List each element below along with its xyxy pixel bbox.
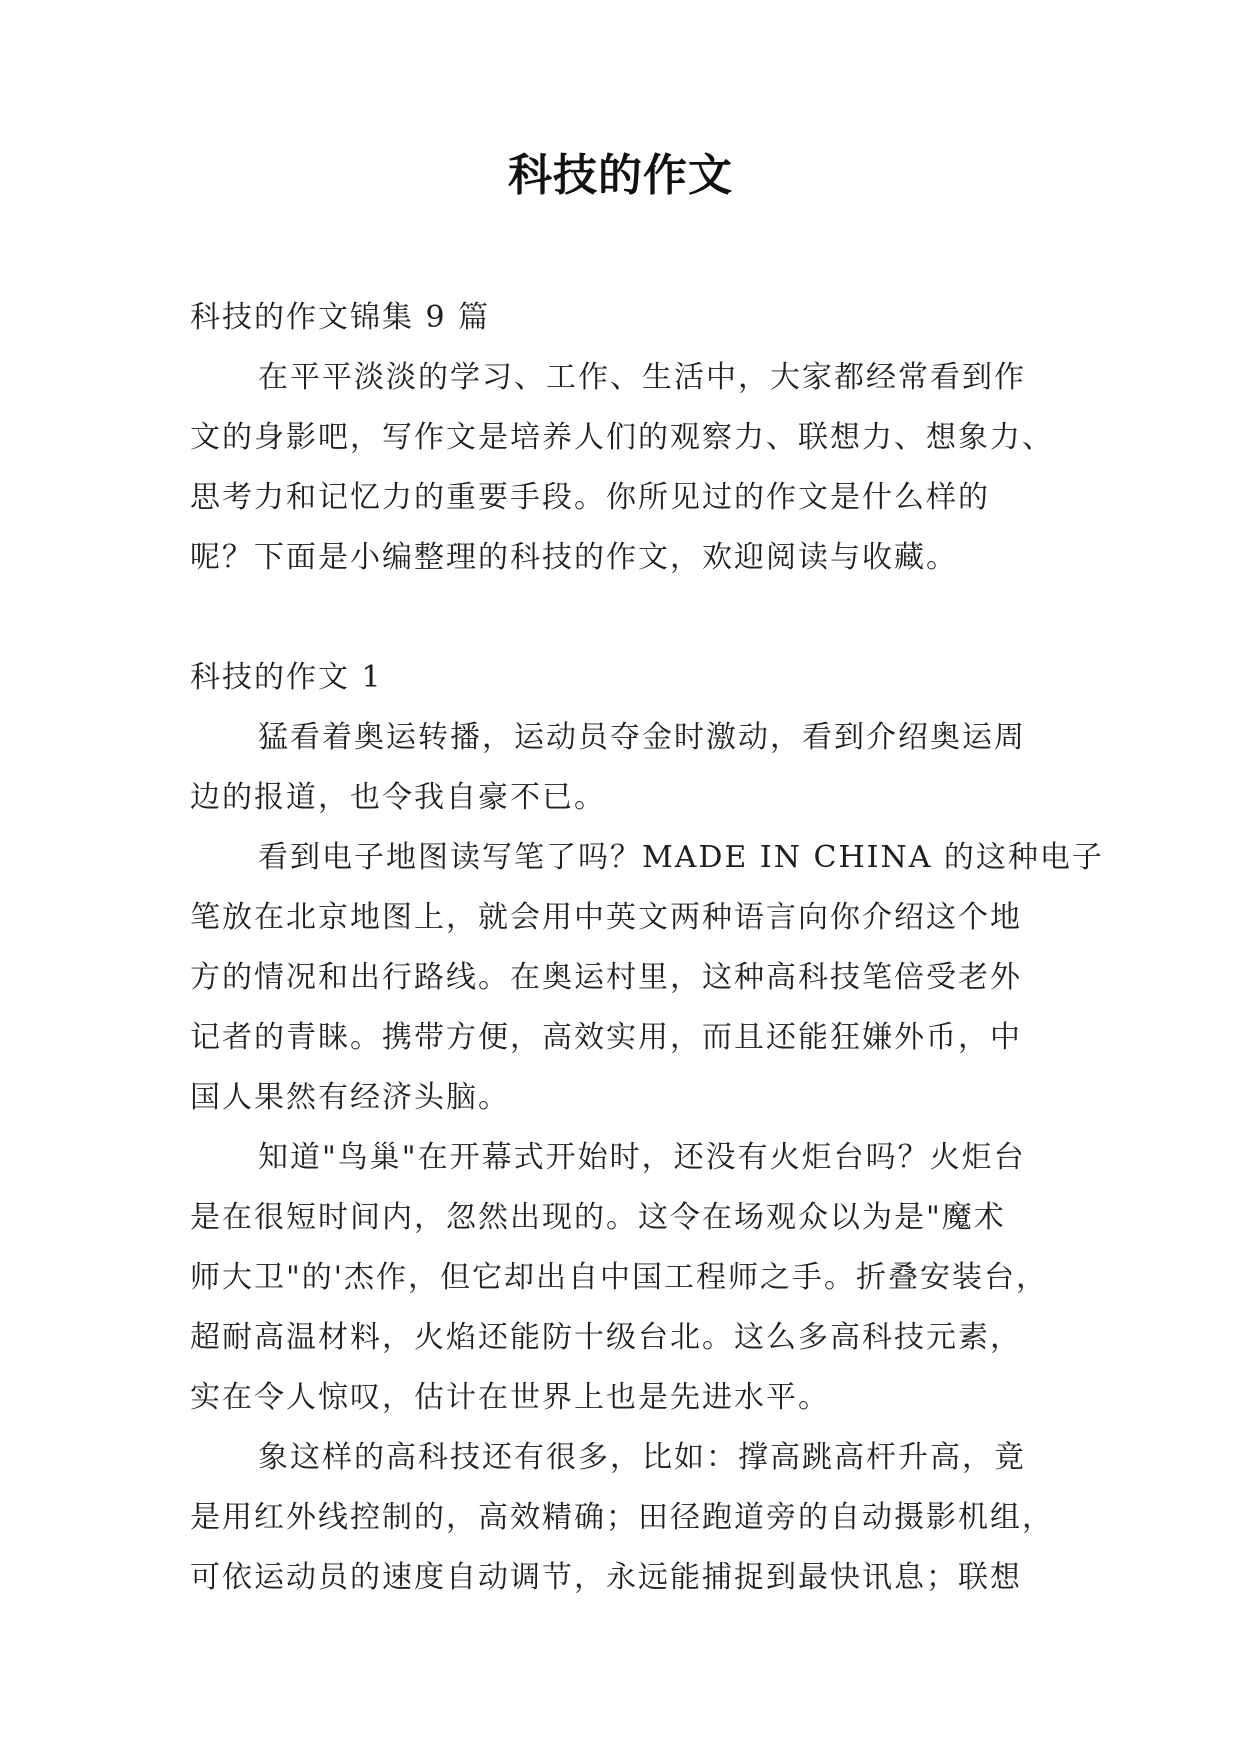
paragraph-4 [190, 1428, 1070, 1608]
document-body [190, 288, 1104, 1608]
paragraph-spacer [190, 588, 1070, 648]
paragraph-line: 笔放在北京地图上，就会用中英文两种语言向你介绍这个地 [190, 900, 1022, 935]
paragraph-line: 国人果然有经济头脑。 [190, 1080, 510, 1115]
paragraph-line: 实在令人惊叹，估计在世界上也是先进水平。 [190, 1380, 830, 1415]
paragraph-line: 方的情况和出行路线。在奥运村里，这种高科技笔倍受老外 [190, 960, 1022, 995]
document-subtitle: 科技的作文锦集 9 篇 [190, 300, 491, 335]
paragraph-2 [190, 828, 1104, 1128]
paragraph-line: 猛看着奥运转播，运动员夺金时激动，看到介绍奥运周 [258, 720, 1026, 755]
section-heading: 科技的作文 1 [190, 660, 383, 695]
paragraph-line: 超耐高温材料，火焰还能防十级台北。这么多高科技元素， [190, 1320, 1022, 1355]
intro-paragraph [190, 348, 1070, 588]
intro-line: 在平平淡淡的学习、工作、生活中，大家都经常看到作 [258, 360, 1026, 395]
paragraph-line: 记者的青睐。携带方便，高效实用，而且还能狂嫌外币，中 [190, 1020, 1022, 1055]
intro-line: 呢？下面是小编整理的科技的作文，欢迎阅读与收藏。 [190, 540, 958, 575]
intro-line: 文的身影吧，写作文是培养人们的观察力、联想力、想象力、 [190, 420, 1054, 455]
paragraph-line: 知道"鸟巢"在开幕式开始时，还没有火炬台吗？火炬台 [258, 1140, 1026, 1175]
paragraph-3 [190, 1128, 1070, 1428]
paragraph-line: 是在很短时间内，忽然出现的。这令在场观众以为是"魔术 [190, 1200, 1006, 1235]
paragraph-1 [190, 708, 1070, 828]
paragraph-line: 是用红外线控制的，高效精确；田径跑道旁的自动摄影机组， [190, 1500, 1054, 1535]
paragraph-line: 师大卫"的'杰作，但它却出自中国工程师之手。折叠安装台， [190, 1260, 1049, 1295]
paragraph-line: 象这样的高科技还有很多，比如：撑高跳高杆升高，竟 [258, 1440, 1026, 1475]
paragraph-line: 可依运动员的速度自动调节，永远能捕捉到最快讯息；联想 [190, 1560, 1022, 1595]
paragraph-line: 看到电子地图读写笔了吗？MADE IN CHINA 的这种电子 [258, 840, 1104, 875]
document-title: 科技的作文 [508, 150, 733, 201]
paragraph-line: 边的报道，也令我自豪不已。 [190, 780, 606, 815]
intro-line: 思考力和记忆力的重要手段。你所见过的作文是什么样的 [190, 480, 990, 515]
